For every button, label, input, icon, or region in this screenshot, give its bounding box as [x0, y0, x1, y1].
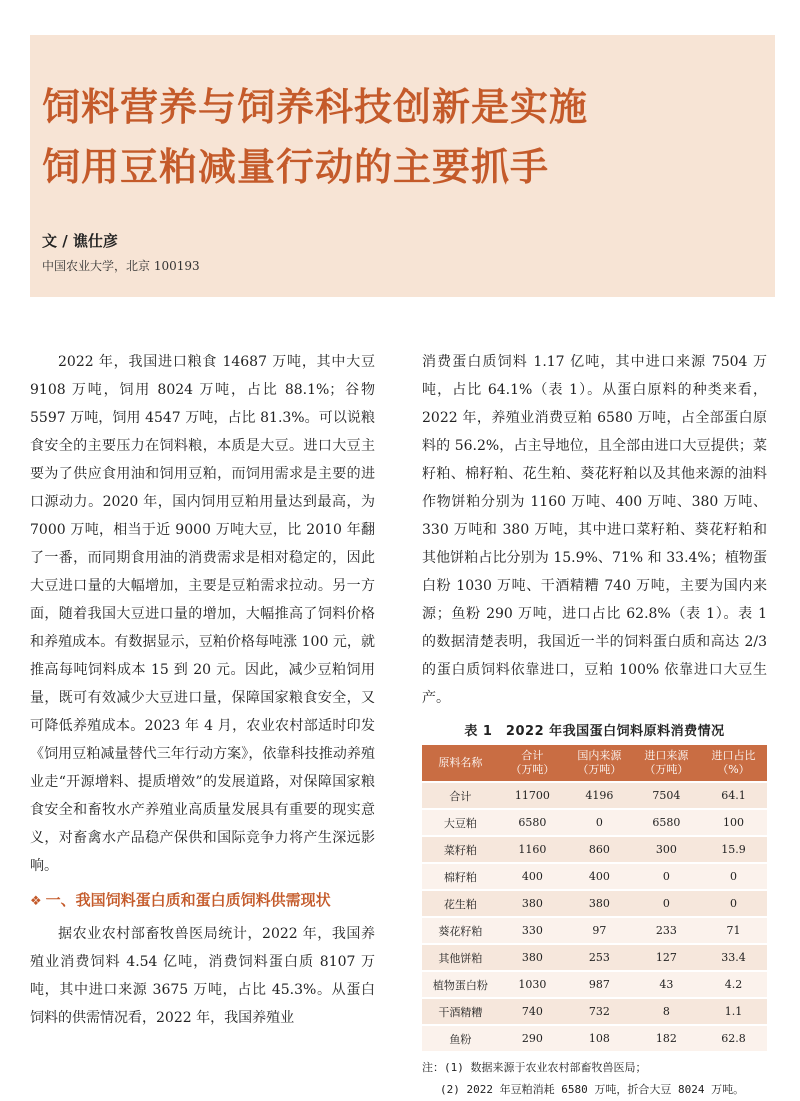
- table-cell: 花生粕: [422, 890, 499, 917]
- table-cell: 182: [633, 1025, 700, 1051]
- table-cell: 380: [499, 944, 566, 971]
- table-cell: 0: [700, 890, 767, 917]
- table-note-1: 注：(1) 数据来源于农业农村部畜牧兽医局；: [422, 1061, 647, 1074]
- table-cell: 棉籽粕: [422, 863, 499, 890]
- left-column: [30, 348, 375, 1032]
- table-cell: 1.1: [700, 998, 767, 1025]
- table-cell: 108: [566, 1025, 633, 1051]
- table-cell: 330: [499, 917, 566, 944]
- table-cell: 1030: [499, 971, 566, 998]
- table-row: [422, 782, 767, 809]
- table-note-2: (2) 2022 年豆粕消耗 6580 万吨，折合大豆 8024 万吨。: [440, 1083, 745, 1096]
- continued-paragraph: 消费蛋白质饲料 1.17 亿吨，其中进口来源 7504 万吨，占比 64.1%（表 1）。从蛋白原料的种类来看，2022 年，养殖业消费豆粕 6580 万吨，占全部蛋白原料的 56.2%，占主导地位，且全部由进口大豆提供；菜籽粕、棉籽粕、花生粕、葵花籽粕以及其他来源的油料作物饼粕分别为 1160 万吨、400 万吨、380 万吨、330 万吨和 380 万吨，其中进口菜籽粕、葵花籽粕和其他饼粕占比分别为 15.9%、71% 和 33.4%；植物蛋白粉 1030 万吨、干酒精糟 740 万吨，主要为国内来源；鱼粉 290 万吨，进口占比 62.8%（表 1）。表 1 的数据清楚表明，我国近一半的饲料蛋白质和高达 2/3 的蛋白质饲料依靠进口，豆粕 100% 依靠进口大豆生产。: [422, 354, 767, 706]
- header-cell: 国内来源 （万吨）: [566, 745, 633, 782]
- table-cell: 15.9: [700, 836, 767, 863]
- table-row: [422, 944, 767, 971]
- table-row: [422, 890, 767, 917]
- section-heading-text: 一、我国饲料蛋白质和蛋白质饲料供需现状: [45, 891, 331, 909]
- table-cell: 0: [633, 890, 700, 917]
- diamond-bullet-icon: ❖: [30, 894, 42, 909]
- title-line-2: 饲用豆粕减量行动的主要抓手: [42, 145, 550, 189]
- table-cell: 43: [633, 971, 700, 998]
- section-paragraph: 据农业农村部畜牧兽医局统计，2022 年，我国养殖业消费饲料 4.54 亿吨，消费饲料蛋白质 8107 万吨，其中进口来源 3675 万吨，占比 45.3%。从蛋白饲料的供需情况看，2022 年，我国养殖业: [30, 926, 375, 1026]
- table-row: [422, 971, 767, 998]
- consumption-table: [422, 745, 767, 1051]
- header-cell: 进口占比 （%）: [700, 745, 767, 782]
- table-cell: 0: [700, 863, 767, 890]
- table-cell: 11700: [499, 782, 566, 809]
- table-cell: 987: [566, 971, 633, 998]
- table-cell: 0: [633, 863, 700, 890]
- header-cell: 合计 （万吨）: [499, 745, 566, 782]
- intro-paragraph: 2022 年，我国进口粮食 14687 万吨，其中大豆 9108 万吨，饲用 8024 万吨，占比 88.1%；谷物 5597 万吨，饲用 4547 万吨，占比 81.3%。可以说粮食安全的主要压力在饲料粮，本质是大豆。进口大豆主要为了供应食用油和饲用豆粕，而饲用需求是主要的进口源动力。2020 年，国内饲用豆粕用量达到最高，为 7000 万吨，相当于近 9000 万吨大豆，比 2010 年翻了一番，而同期食用油的消费需求是相对稳定的，因此大豆进口量的大幅增加，主要是豆粕需求拉动。另一方面，随着我国大豆进口量的增加，大幅推高了饲料价格和养殖成本。有数据显示，豆粕价格每吨涨 100 元，就推高每吨饲料成本 15 到 20 元。因此，减少豆粕饲用量，既可有效减少大豆进口量，保障国家粮食安全，又可降低养殖成本。2023 年 4 月，农业农村部适时印发《饲用豆粕减量替代三年行动方案》，依靠科技推动养殖业走“开源增料、提质增效”的发展道路，对保障国家粮食安全和畜牧水产养殖业高质量发展具有重要的现实意义，对畜禽水产品稳产保供和国际竞争力将产生深远影响。: [30, 354, 375, 874]
- table-cell: 62.8: [700, 1025, 767, 1051]
- table-cell: 鱼粉: [422, 1025, 499, 1051]
- table-header-row: [422, 745, 767, 782]
- table-cell: 100: [700, 809, 767, 836]
- header-cell: 原料名称: [422, 745, 499, 782]
- table-row: [422, 917, 767, 944]
- table-cell: 菜籽粕: [422, 836, 499, 863]
- table-row: [422, 998, 767, 1025]
- table-cell: 300: [633, 836, 700, 863]
- table-cell: 0: [566, 809, 633, 836]
- table-cell: 4.2: [700, 971, 767, 998]
- table-cell: 380: [566, 890, 633, 917]
- table-cell: 6580: [499, 809, 566, 836]
- table-cell: 64.1: [700, 782, 767, 809]
- table-cell: 400: [566, 863, 633, 890]
- table-cell: 127: [633, 944, 700, 971]
- title-line-1: 饲料营养与饲养科技创新是实施: [42, 85, 589, 129]
- affiliation: 中国农业大学，北京 100193: [42, 259, 200, 273]
- table-cell: 其他饼粕: [422, 944, 499, 971]
- table-cell: 253: [566, 944, 633, 971]
- table-cell: 290: [499, 1025, 566, 1051]
- table-cell: 71: [700, 917, 767, 944]
- author: 文 / 谯仕彦: [42, 232, 118, 250]
- table-cell: 干酒精糟: [422, 998, 499, 1025]
- article-header: [30, 35, 775, 297]
- section-heading: [30, 886, 375, 914]
- table-cell: 7504: [633, 782, 700, 809]
- table-cell: 葵花籽粕: [422, 917, 499, 944]
- table-cell: 1160: [499, 836, 566, 863]
- table-cell: 233: [633, 917, 700, 944]
- table-cell: 4196: [566, 782, 633, 809]
- right-column: [422, 348, 767, 1101]
- table-cell: 8: [633, 998, 700, 1025]
- table-cell: 732: [566, 998, 633, 1025]
- table-title: 表 1 2022 年我国蛋白饲料原料消费情况: [464, 724, 725, 739]
- table-row: [422, 1025, 767, 1051]
- table-notes: [422, 1057, 767, 1101]
- table-cell: 740: [499, 998, 566, 1025]
- table-cell: 380: [499, 890, 566, 917]
- table-cell: 97: [566, 917, 633, 944]
- table-cell: 大豆粕: [422, 809, 499, 836]
- table-row: [422, 863, 767, 890]
- header-cell: 进口来源 （万吨）: [633, 745, 700, 782]
- table-cell: 400: [499, 863, 566, 890]
- table-row: [422, 836, 767, 863]
- article-title: [42, 77, 762, 197]
- table-row: [422, 809, 767, 836]
- table-cell: 33.4: [700, 944, 767, 971]
- table-cell: 6580: [633, 809, 700, 836]
- table-cell: 合计: [422, 782, 499, 809]
- table-cell: 860: [566, 836, 633, 863]
- table-cell: 植物蛋白粉: [422, 971, 499, 998]
